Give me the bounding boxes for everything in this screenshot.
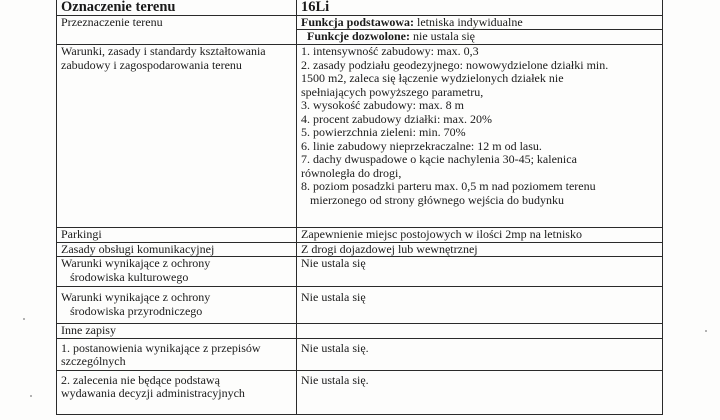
ochrona-przyrodnicza-line-1: Warunki wynikające z ochrony (61, 290, 211, 304)
zalecenia-line-2: wydawania decyzji administracyjnych (61, 386, 245, 400)
ochrona-przyrodnicza-line-2: środowiska przyrodniczego (70, 303, 203, 318)
parkingi-label: Parkingi (57, 228, 297, 243)
zalecenia-line-1: 2. zalecenia nie będące podstawą (61, 372, 220, 387)
row-inne (57, 324, 663, 339)
warunki-item: 8. poziom posadzki parteru max. 0,5 m nad poziomem terenu (301, 179, 596, 193)
komunikacja-value: Z drogi dojazdowej lub wewnętrznej (297, 242, 663, 257)
land-use-table (56, 0, 663, 415)
warunki-item: spełniających powyższego parametru, (301, 84, 484, 99)
zalecenia-label (57, 370, 297, 414)
warunki-label-line-1: Warunki, zasady i standardy kształtowania (61, 44, 266, 58)
postanowienia-label (57, 338, 297, 370)
ochrona-kulturowa-label (57, 257, 297, 287)
header-label: Oznaczenie terenu (57, 0, 297, 16)
row-zalecenia (57, 370, 663, 414)
ochrona-przyrodnicza-value: Nie ustala się (297, 287, 663, 324)
warunki-item: równoległa do drogi, (301, 165, 402, 180)
warunki-item: 5. powierzchnia zieleni: min. 70% (301, 125, 466, 139)
warunki-items (297, 45, 663, 228)
row-ochrona-kulturowa (57, 257, 663, 287)
funkcje-dozwolone (297, 30, 662, 43)
row-parkingi (57, 228, 663, 243)
row-postanowienia (57, 338, 663, 370)
warunki-item: 1. intensywność zabudowy: max. 0,3 (301, 44, 479, 58)
ochrona-kulturowa-line-1: Warunki wynikające z ochrony (61, 256, 211, 270)
warunki-item: 6. linie zabudowy nieprzekraczalne: 12 m od lasu. (301, 138, 542, 153)
inne-label: Inne zapisy (57, 324, 297, 339)
header-code: 16Li (297, 0, 663, 16)
scan-speck (705, 330, 707, 332)
funkcja-podstawowa-value: letniska indywidualne (417, 15, 523, 29)
table-header-row (57, 0, 663, 16)
funkcje-dozwolone-value: nie ustala się (413, 29, 475, 43)
warunki-item: 2. zasady podziału geodezyjnego: nowowydzielone działki min. (301, 57, 609, 72)
warunki-label (57, 45, 297, 228)
postanowienia-line-2: szczególnych (61, 354, 126, 368)
przeznaczenie-label: Przeznaczenie terenu (57, 16, 297, 45)
row-komunikacja (57, 242, 663, 257)
scan-speck (30, 395, 32, 397)
inne-value (297, 324, 663, 339)
funkcja-podstawowa (297, 16, 662, 30)
ochrona-kulturowa-value: Nie ustala się (297, 257, 663, 287)
postanowienia-line-1: 1. postanowienia wynikające z przepisów (61, 340, 261, 355)
ochrona-przyrodnicza-label (57, 287, 297, 324)
parkingi-value: Zapewnienie miejsc postojowych w ilości 2mp na letnisko (297, 228, 663, 243)
funkcja-podstawowa-label: Funkcja podstawowa: (301, 15, 415, 29)
komunikacja-label: Zasady obsługi komunikacyjnej (57, 242, 297, 257)
ochrona-kulturowa-line-2: środowiska kulturowego (70, 269, 189, 284)
warunki-item: 1500 m2, zaleca się łączenie wydzielonych działek nie (301, 71, 564, 85)
warunki-item: 3. wysokość zabudowy: max. 8 m (301, 98, 464, 112)
warunki-item: 4. procent zabudowy działki: max. 20% (301, 111, 492, 126)
row-warunki (57, 45, 663, 228)
warunki-label-line-2: zabudowy i zagospodarowania terenu (61, 57, 242, 72)
postanowienia-value: Nie ustala się. (297, 338, 663, 370)
funkcje-dozwolone-label: Funkcje dozwolone: (307, 29, 410, 43)
row-przeznaczenie (57, 16, 663, 45)
scan-speck (23, 318, 25, 320)
przeznaczenie-value (297, 16, 663, 45)
warunki-item: mierzonego od strony głównego wejścia do budynku (310, 192, 564, 207)
row-ochrona-przyrodnicza (57, 287, 663, 324)
warunki-item: 7. dachy dwuspadowe o kącie nachylenia 30-45; kalenica (301, 152, 577, 166)
zalecenia-value: Nie ustala się. (297, 370, 663, 414)
